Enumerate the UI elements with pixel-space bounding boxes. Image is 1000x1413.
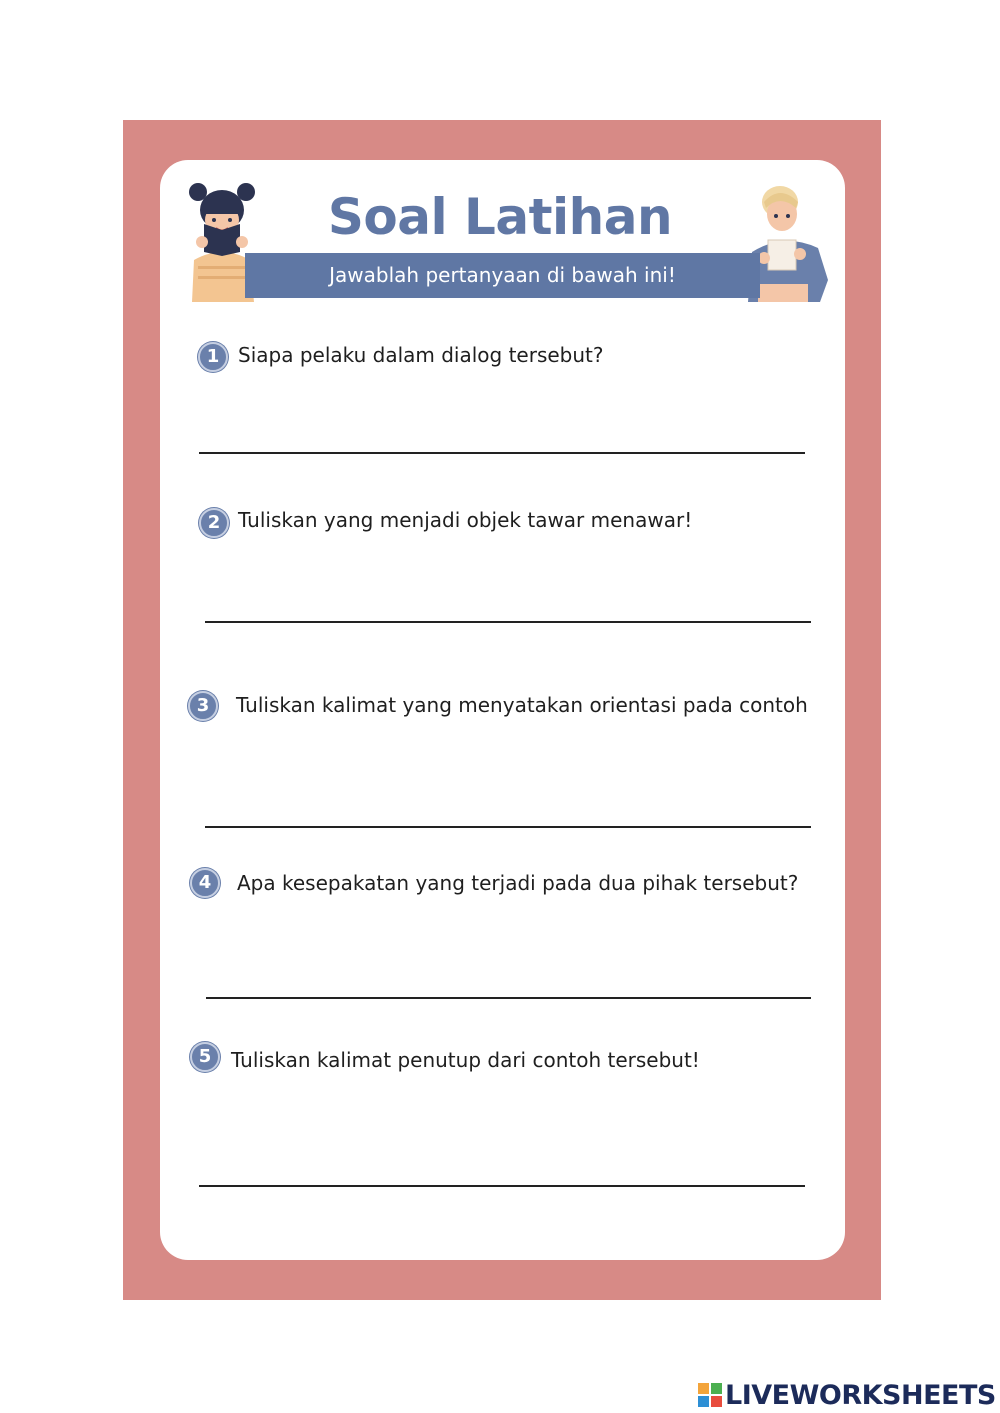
answer-line[interactable] xyxy=(199,452,805,454)
question-text: Tuliskan kalimat penutup dari contoh tersebut! xyxy=(231,1048,700,1072)
question-number-badge: 3 xyxy=(188,691,218,721)
answer-line[interactable] xyxy=(205,826,811,828)
worksheet-subtitle: Jawablah pertanyaan di bawah ini! xyxy=(329,263,676,287)
answer-line[interactable] xyxy=(205,621,811,623)
question-number-badge: 5 xyxy=(190,1042,220,1072)
liveworksheets-logo xyxy=(698,1378,996,1412)
question-text: Tuliskan kalimat yang menyatakan orientasi pada contoh xyxy=(236,693,808,717)
question-number-badge: 4 xyxy=(190,868,220,898)
question-text: Apa kesepakatan yang terjadi pada dua pihak tersebut? xyxy=(237,871,799,895)
worksheet-title: Soal Latihan xyxy=(327,188,673,246)
question-text: Tuliskan yang menjadi objek tawar menawar! xyxy=(238,508,693,532)
liveworksheets-logo-icon xyxy=(698,1383,722,1407)
answer-line[interactable] xyxy=(199,1185,805,1187)
question-text: Siapa pelaku dalam dialog tersebut? xyxy=(238,343,604,367)
answer-line[interactable] xyxy=(206,997,811,999)
question-number-badge: 2 xyxy=(199,508,229,538)
question-number-badge: 1 xyxy=(198,342,228,372)
liveworksheets-logo-text: LIVEWORKSHEETS xyxy=(725,1379,996,1411)
